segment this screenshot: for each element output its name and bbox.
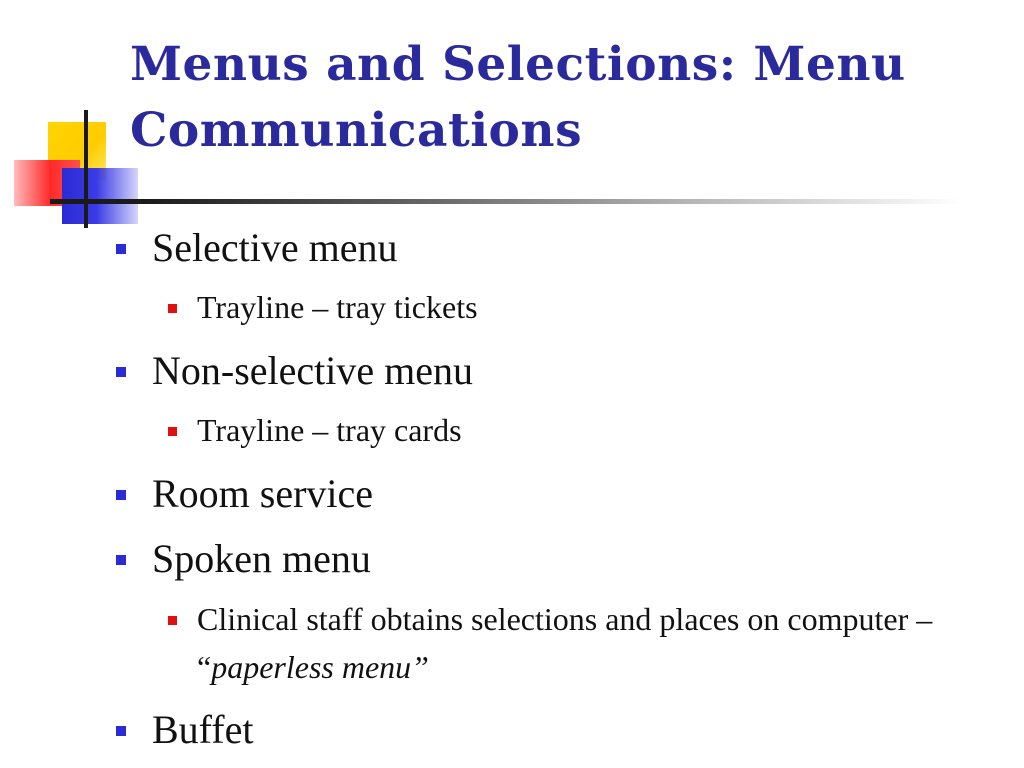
bullet-square-icon: [116, 244, 126, 254]
bullet-square-icon: [116, 555, 126, 565]
slide-title: Menus and Selections: Menu Communications: [130, 37, 906, 158]
sub-bullet-text: Trayline – tray tickets: [197, 289, 478, 325]
bullet-square-icon: [116, 490, 126, 500]
bullet-text: Selective menu: [152, 225, 398, 270]
sub-bullet-text-suffix: ”: [411, 649, 429, 685]
bullet-text: Non-selective menu: [152, 348, 473, 393]
sub-bullet-text: [197, 595, 967, 691]
bullet-text: Buffet: [152, 707, 254, 752]
bullet-text: Room service: [152, 471, 374, 516]
bullet-text: Spoken menu: [152, 536, 371, 581]
bullet-square-icon: [116, 726, 126, 736]
sub-bullet-square-icon: [168, 427, 177, 436]
sub-bullet-text: Trayline – tray cards: [197, 412, 462, 448]
bullet-square-icon: [116, 367, 126, 377]
sub-bullet-square-icon: [168, 616, 177, 625]
sub-bullet-text-prefix: Clinical staff obtains selections and places on computer – “: [197, 601, 933, 685]
sub-bullet-square-icon: [168, 304, 177, 313]
sub-bullet-text-emphasis: paperless menu: [211, 649, 412, 685]
